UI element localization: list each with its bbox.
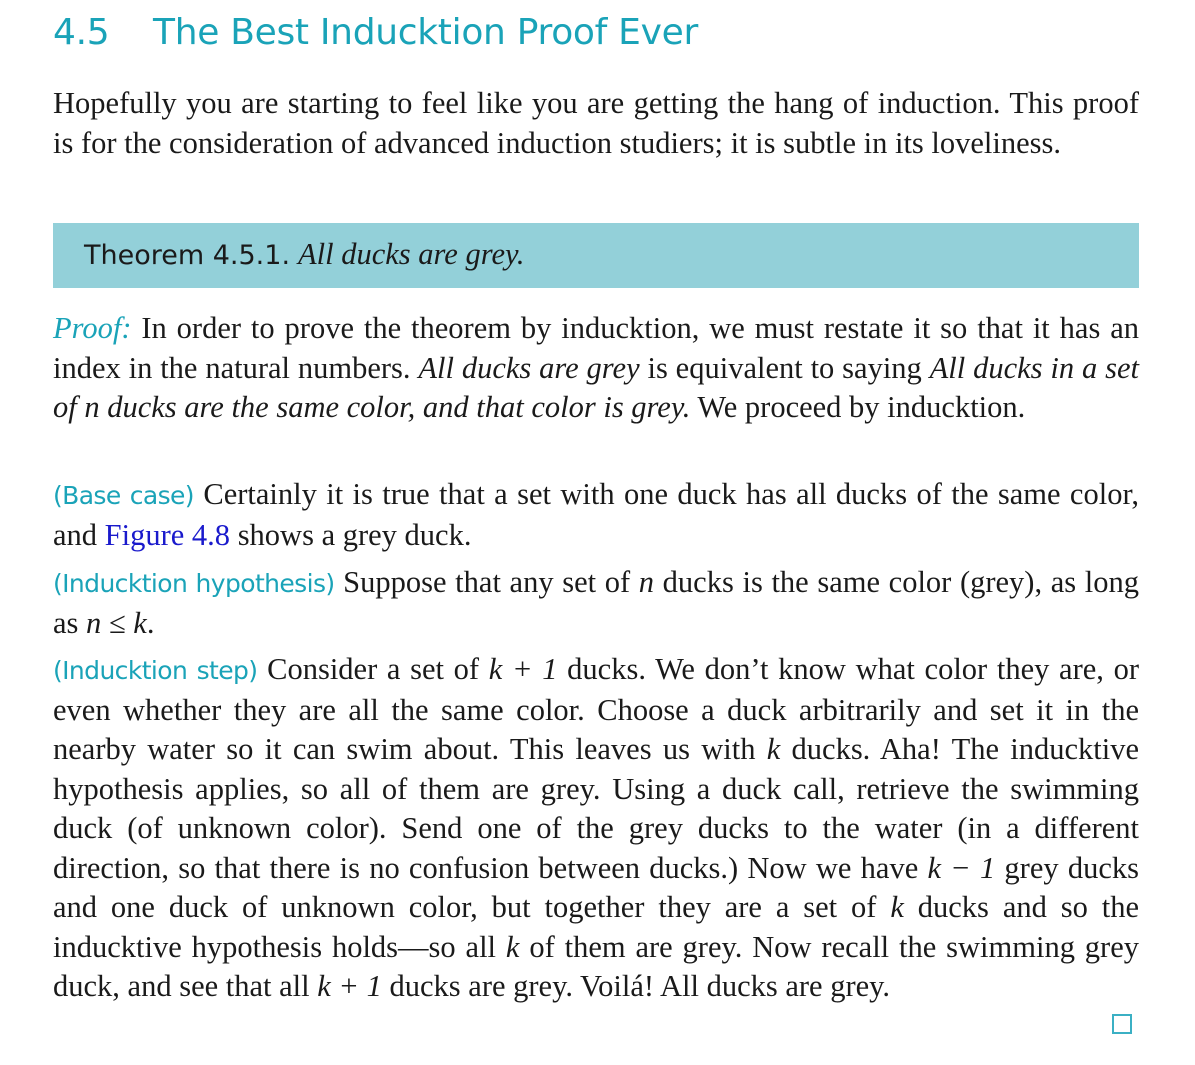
math-expression: k + 1 <box>488 652 558 686</box>
step-text: of them are grey. Now recall the swimming grey duck, and see that all <box>53 929 1140 1003</box>
base-case-text: Certainly it is true that a set with one duck has all ducks of the same color, and <box>53 477 1140 552</box>
proof-emphasis: All ducks are grey <box>418 350 640 385</box>
math-variable: n <box>638 565 655 599</box>
math-inequality: n ≤ k <box>86 605 147 640</box>
base-case-paragraph <box>53 475 1139 555</box>
theorem-statement: All ducks are grey. <box>298 237 525 271</box>
base-case-label: (Base case) <box>53 481 194 510</box>
proof-label: Proof: <box>53 311 132 345</box>
math-expression: k <box>505 929 520 964</box>
math-expression: k + 1 <box>317 969 382 1003</box>
step-text: Consider a set of <box>257 652 489 686</box>
section-number: 4.5 <box>53 12 110 53</box>
proof-paragraph <box>53 309 1139 428</box>
theorem-box <box>53 223 1139 288</box>
intro-paragraph: Hopefully you are starting to feel like you are getting the hang of induction. This proof is for the consideration of advanced induction studiers; it is subtle in its loveliness. <box>53 86 1139 160</box>
base-case-text: shows a grey duck. <box>230 517 472 552</box>
proof-text: We proceed by inducktion. <box>690 390 1026 424</box>
proof-text: In order to prove the theorem by inducktion, we must restate it so that it has an index in the natural numbers. <box>53 311 1139 385</box>
proof-emphasis: All ducks in a set of n ducks are the same color, and that color is grey. <box>53 350 1139 424</box>
step-text: grey ducks and one duck of unknown color, but together they are a set of <box>53 850 1139 924</box>
section-heading <box>53 12 698 53</box>
step-text: ducks. Aha! The inducktive hypothesis applies, so all of them are grey. Using a duck call, retrieve the swimming duck (of unknown color). Send one of the grey ducks to the water (in a different direction, so that there is no confusion between ducks.) Now we have <box>53 732 1140 885</box>
theorem <box>84 237 524 272</box>
step-text: ducks. We don’t know what color they are, or even whether they are all the same color. Choose a duck arbitrarily and set it in the nearby water so it can swim about. This leaves us with <box>53 652 1139 766</box>
step-text: ducks are grey. Voilá! All ducks are grey. <box>381 969 891 1003</box>
step-text: ducks and so the inducktive hypothesis holds—so all <box>53 890 1140 964</box>
section-title: The Best Inducktion Proof Ever <box>153 12 698 53</box>
proof-text: is equivalent to saying <box>639 350 930 385</box>
math-expression: k <box>766 732 781 766</box>
hypothesis-text: ducks is the same color (grey), as long as <box>53 565 1139 640</box>
figure-link[interactable]: Figure 4.8 <box>104 517 231 552</box>
hypothesis-label: (Inducktion hypothesis) <box>53 569 335 598</box>
hypothesis-text: . <box>146 605 155 640</box>
step-label: (Inducktion step) <box>53 656 258 685</box>
theorem-label: Theorem 4.5.1. <box>84 240 291 271</box>
hypothesis-text: Suppose that any set of <box>334 565 639 599</box>
qed-square-icon <box>1112 1014 1132 1034</box>
step-paragraph <box>53 650 1139 1007</box>
math-expression: k <box>890 890 904 924</box>
hypothesis-paragraph <box>53 563 1139 643</box>
math-expression: k − 1 <box>927 850 996 885</box>
